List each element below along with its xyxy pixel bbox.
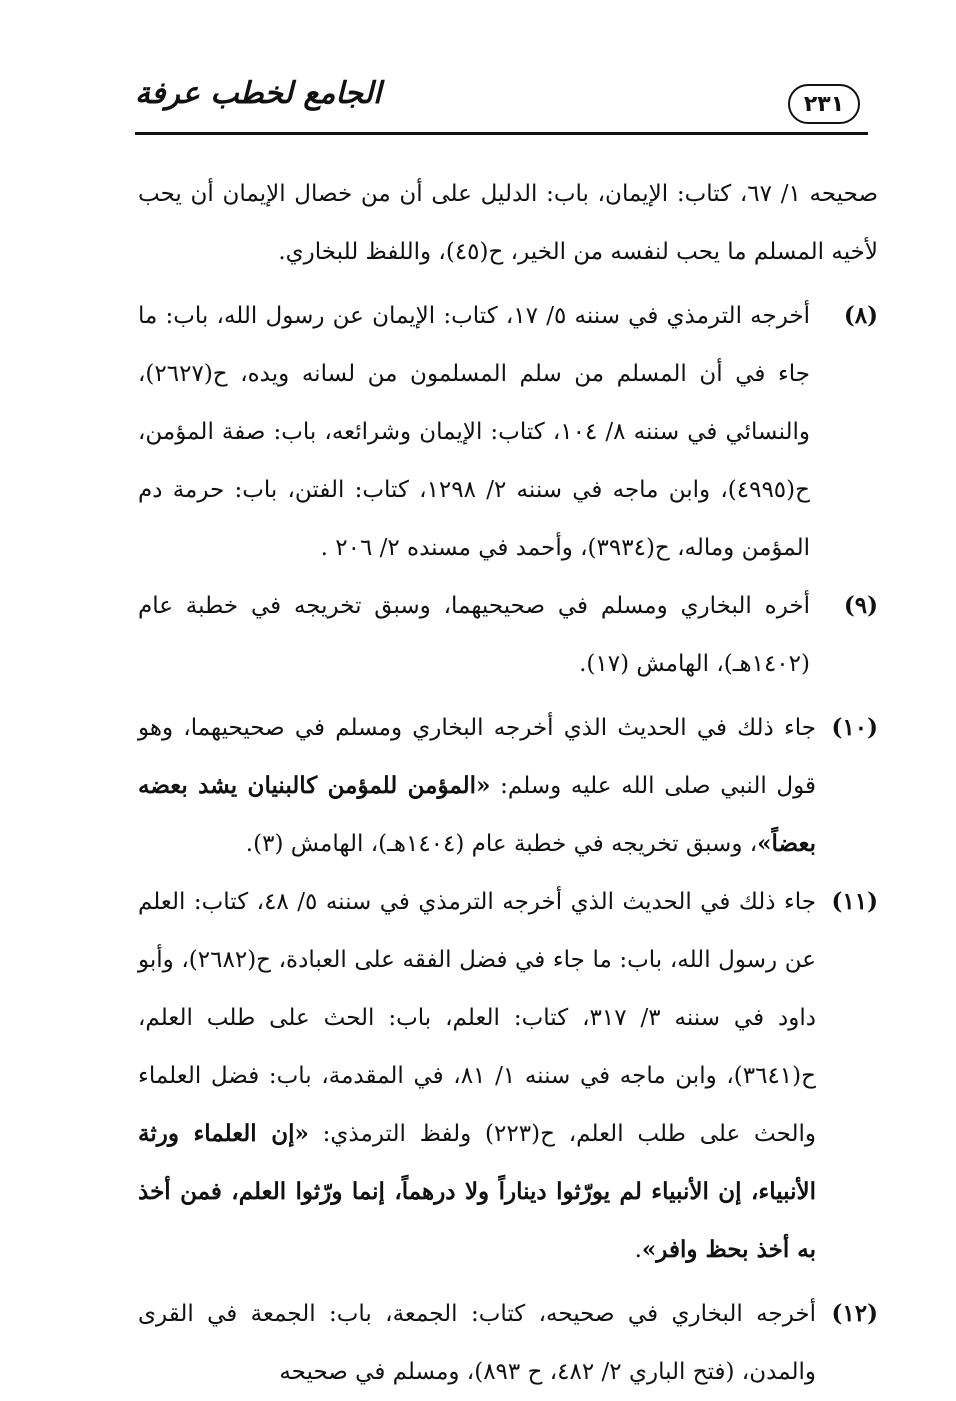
footnote-number: (١٠): [831, 714, 878, 741]
footnote-text-after: ، وسبق تخريجه في خطبة عام (١٤٠٤هـ)، الهامش (٣).: [245, 831, 758, 857]
footnote-11: [138, 873, 878, 1279]
footnote-number: (١١): [831, 888, 878, 915]
footnote-number: (٨): [843, 302, 878, 329]
footnote-number: (٩): [843, 592, 878, 619]
footnote-text: [138, 873, 816, 1279]
footnote-text: أخرجه الترمذي في سننه ٥/ ١٧، كتاب: الإيمان عن رسول الله، باب: ما جاء في أن المسلم من سلم المسلمون من لسانه ويده، ح(٢٦٢٧)، والنسائي في سننه ٨/ ١٠٤، كتاب: الإيمان وشرائعه، باب: صفة المؤمن، ح(٤٩٩٥)، وابن ماجه في سننه ٢/ ١٢٩٨، كتاب: الفتن، باب: حرمة دم المؤمن وماله، ح(٣٩٣٤)، وأحمد في مسنده ٢/ ٢٠٦ .: [138, 303, 811, 561]
footnote-text: أخره البخاري ومسلم في صحيحيهما، وسبق تخريجه في خطبة عام (١٤٠٢هـ)، الهامش (١٧).: [138, 593, 810, 677]
footnote-text-after: .: [634, 1237, 642, 1263]
footnote-8: [138, 287, 878, 577]
page-number: ٢٣١: [788, 84, 860, 124]
footnote-12: [138, 1285, 878, 1401]
footnote-9: [138, 577, 878, 693]
footnote-text-before: جاء ذلك في الحديث الذي أخرجه البخاري ومسلم في صحيحيهما، وهو قول النبي صلى الله عليه وسلم:: [138, 715, 817, 799]
hadith-quote: «المؤمن للمؤمن كالبنيان يشد بعضه بعضاً»: [138, 772, 816, 857]
footnote-text: صحيحه ١/ ٦٧، كتاب: الإيمان، باب: الدليل على أن من خصال الإيمان أن يحب لأخيه المسلم ما يحب لنفسه من الخير، ح(٤٥)، واللفظ للبخاري.: [138, 181, 879, 265]
footnote-text: أخرجه البخاري في صحيحه، كتاب: الجمعة، باب: الجمعة في القرى والمدن، (فتح الباري ٢/ ٤٨٢، ح ٨٩٣)، ومسلم في صحيحه: [138, 1301, 816, 1385]
footnote-10: [138, 699, 878, 873]
footnote-continuation: [138, 165, 878, 281]
footnote-number: (١٢): [831, 1300, 878, 1327]
footnote-text: [138, 699, 816, 873]
header-divider: [135, 132, 868, 135]
book-title: الجامع لخطب عرفة: [135, 76, 382, 111]
footnote-text-before: جاء ذلك في الحديث الذي أخرجه الترمذي في سننه ٥/ ٤٨، كتاب: العلم عن رسول الله، باب: ما جاء في فضل الفقه على العبادة، ح(٢٦٨٢)، وأبو داود في سننه ٣/ ٣١٧، كتاب: العلم، باب: الحث على طلب العلم، ح(٣٦٤١)، وابن ماجه في سننه ١/ ٨١، في المقدمة، باب: فضل العلماء والحث على طلب العلم، ح(٢٢٣) ولفظ الترمذي:: [138, 889, 817, 1147]
footnotes-section: [138, 165, 878, 1401]
page-header: [135, 70, 868, 132]
hadith-quote: «إن العلماء ورثة الأنبياء، إن الأنبياء لم يورّثوا ديناراً ولا درهماً، إنما ورّثوا العلم، فمن أخذ به أخذ بحظ وافر»: [138, 1120, 816, 1263]
